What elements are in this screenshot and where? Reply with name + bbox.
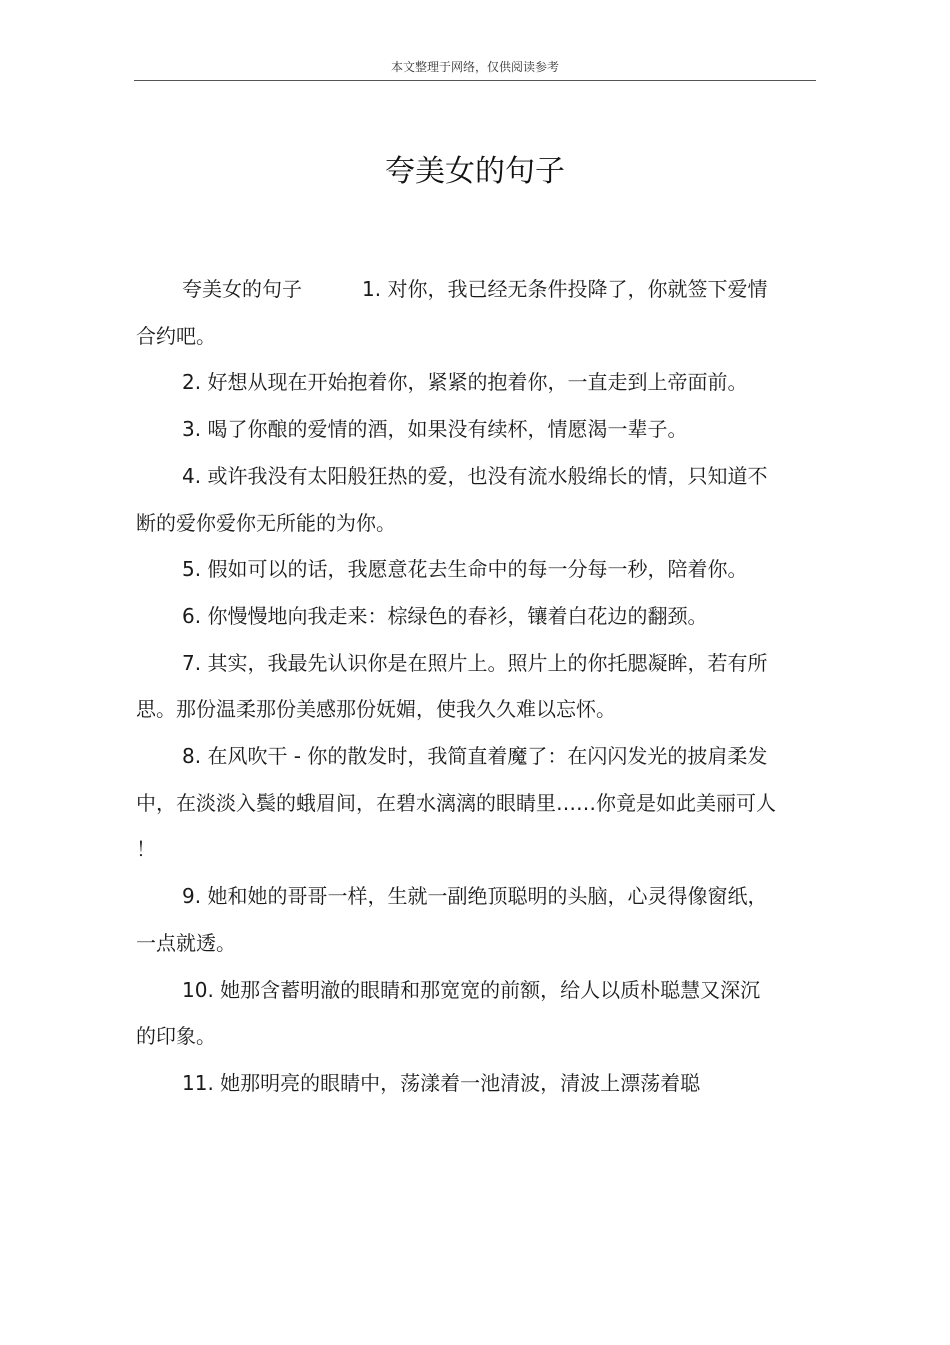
paragraph-5: 5. 假如可以的话，我愿意花去生命中的每一分每一秒，陪着你。	[182, 557, 748, 582]
paragraph-4: 4. 或许我没有太阳般狂热的爱，也没有流水般绵长的情，只知道不断的爱你爱你无所能的为你。	[136, 463, 768, 535]
paragraph-6: 6. 你慢慢地向我走来：棕绿色的春衫，镶着白花边的翻颈。	[182, 603, 708, 628]
document-body	[136, 266, 776, 1107]
document-title: 夸美女的句子	[385, 154, 565, 189]
paragraph-7: 7. 其实，我最先认识你是在照片上。照片上的你托腮凝眸，若有所思。那份温柔那份美感那份妩媚，使我久久难以忘怀。	[136, 650, 768, 722]
lead-label: 夸美女的句子	[182, 277, 302, 301]
header-divider	[134, 80, 816, 81]
paragraph-11: 11. 她那明亮的眼睛中，荡漾着一池清波，清波上漂荡着聪	[182, 1070, 701, 1095]
paragraph-1-text: 1. 对你，我已经无条件投降了，你就签下爱情合约吧。	[136, 277, 768, 348]
paragraph-2: 2. 好想从现在开始抱着你，紧紧的抱着你，一直走到上帝面前。	[182, 370, 748, 395]
paragraph-3: 3. 喝了你酿的爱情的酒，如果没有续杯，情愿渴一辈子。	[182, 417, 688, 442]
paragraph-1	[136, 266, 776, 359]
paragraph-8: 8. 在风吹干 - 你的散发时，我简直着魔了：在闪闪发光的披肩柔发中，在淡淡入鬓的蛾眉间，在碧水漓漓的眼睛里……你竟是如此美丽可人 ！	[136, 744, 776, 862]
paragraph-10: 10. 她那含蓄明澈的眼睛和那宽宽的前额，给人以质朴聪慧又深沉的印象。	[136, 977, 761, 1049]
page-header-text: 本文整理于网络，仅供阅读参考	[390, 60, 559, 74]
paragraph-9: 9. 她和她的哥哥一样，生就一副绝顶聪明的头脑，心灵得像窗纸，一点就透。	[136, 884, 768, 955]
